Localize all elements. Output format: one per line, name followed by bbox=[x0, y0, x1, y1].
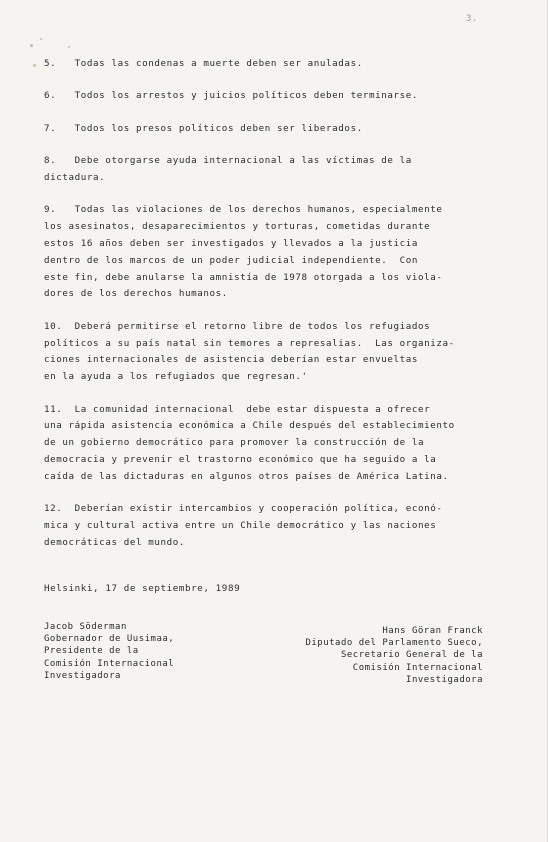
text-line: 11. La comunidad internacional debe estar dispuesta a ofrecer bbox=[44, 403, 431, 415]
paragraph-12 bbox=[44, 501, 504, 551]
signatory-title: Presidente de la bbox=[44, 646, 139, 657]
paper-mark bbox=[30, 44, 33, 47]
text-line: los asesinatos, desaparecimientos y torturas, cometidas durante bbox=[44, 221, 431, 233]
text-line: ciones internacionales de asistencia deberían estar envueltas bbox=[44, 354, 419, 366]
paragraph-9 bbox=[44, 202, 504, 303]
paragraph-8 bbox=[44, 153, 504, 187]
paragraph-5 bbox=[44, 56, 504, 73]
signatory-title: Secretario General de la bbox=[340, 650, 483, 661]
text-line: en la ayuda a los refugiados que regresan.' bbox=[44, 371, 308, 383]
text-line: 5. Todas las condenas a muerte deben ser anuladas. bbox=[44, 58, 363, 69]
text-line: caída de las dictaduras en algunos otros países de América Latina. bbox=[44, 470, 449, 482]
text-line: dictadura. bbox=[44, 171, 106, 183]
text-line: dentro de los marcos de un poder judicial independiente. Con bbox=[44, 254, 419, 266]
signatory-title: Diputado del Parlamento Sueco, bbox=[305, 638, 483, 649]
signatory-title: Comisión Internacional bbox=[352, 662, 483, 673]
text-line: mica y cultural activa entre un Chile democrático y las naciones bbox=[44, 519, 437, 531]
signatory-title: Investigadora bbox=[44, 670, 121, 681]
signature-block-right bbox=[305, 625, 483, 686]
text-line: este fin, debe anularse la amnistía de 1978 otorgada a los viola- bbox=[44, 271, 443, 283]
text-line: estos 16 años deben ser investigados y llevados a la justicia bbox=[44, 237, 419, 249]
paper-mark bbox=[33, 64, 36, 67]
signatory-title: Gobernador de Uusimaa, bbox=[44, 634, 175, 645]
text-line: una rápida asistencia económica a Chile después del establecimiento bbox=[44, 420, 455, 432]
signatory-title: Investigadora bbox=[406, 674, 483, 685]
text-line: 7. Todos los presos políticos deben ser liberados. bbox=[44, 122, 363, 134]
text-line: de un gobierno democrático para promover la construcción de la bbox=[44, 437, 425, 449]
text-line: 9. Todas las violaciones de los derechos humanos, especialmente bbox=[44, 204, 443, 216]
text-line: dores de los derechos humanos. bbox=[44, 288, 228, 300]
paragraph-7 bbox=[44, 121, 504, 138]
text-line: 8. Debe otorgarse ayuda internacional a las víctimas de la bbox=[44, 155, 412, 167]
text-line: políticos a su país natal sin temores a represalias. Las organiza- bbox=[44, 337, 455, 349]
paragraph-11 bbox=[44, 402, 504, 486]
text-line: 6. Todos los arrestos y juicios políticos deben terminarse. bbox=[44, 90, 419, 102]
text-line: 12. Deberían existir intercambios y cooperación política, econó- bbox=[44, 503, 443, 515]
place-and-date: Helsinki, 17 de septiembre, 1989 bbox=[44, 583, 241, 594]
paper-mark bbox=[40, 38, 42, 40]
page-number: 3. bbox=[466, 14, 478, 24]
signatory-name: Jacob Söderman bbox=[44, 622, 127, 632]
signature-block-left bbox=[44, 621, 174, 682]
text-line: democracia y prevenir el trastorno económico que ha seguido a la bbox=[44, 453, 437, 465]
document-body bbox=[44, 56, 504, 551]
text-line: 10. Deberá permitirse el retorno libre de todos los refugiados bbox=[44, 320, 431, 332]
paragraph-10 bbox=[44, 319, 504, 386]
paragraph-6 bbox=[44, 88, 504, 105]
paper-mark bbox=[68, 46, 70, 48]
signatory-title: Comisión Internacional bbox=[44, 658, 175, 669]
text-line: democráticas del mundo. bbox=[44, 536, 186, 548]
signatory-name: Hans Göran Franck bbox=[382, 626, 483, 636]
